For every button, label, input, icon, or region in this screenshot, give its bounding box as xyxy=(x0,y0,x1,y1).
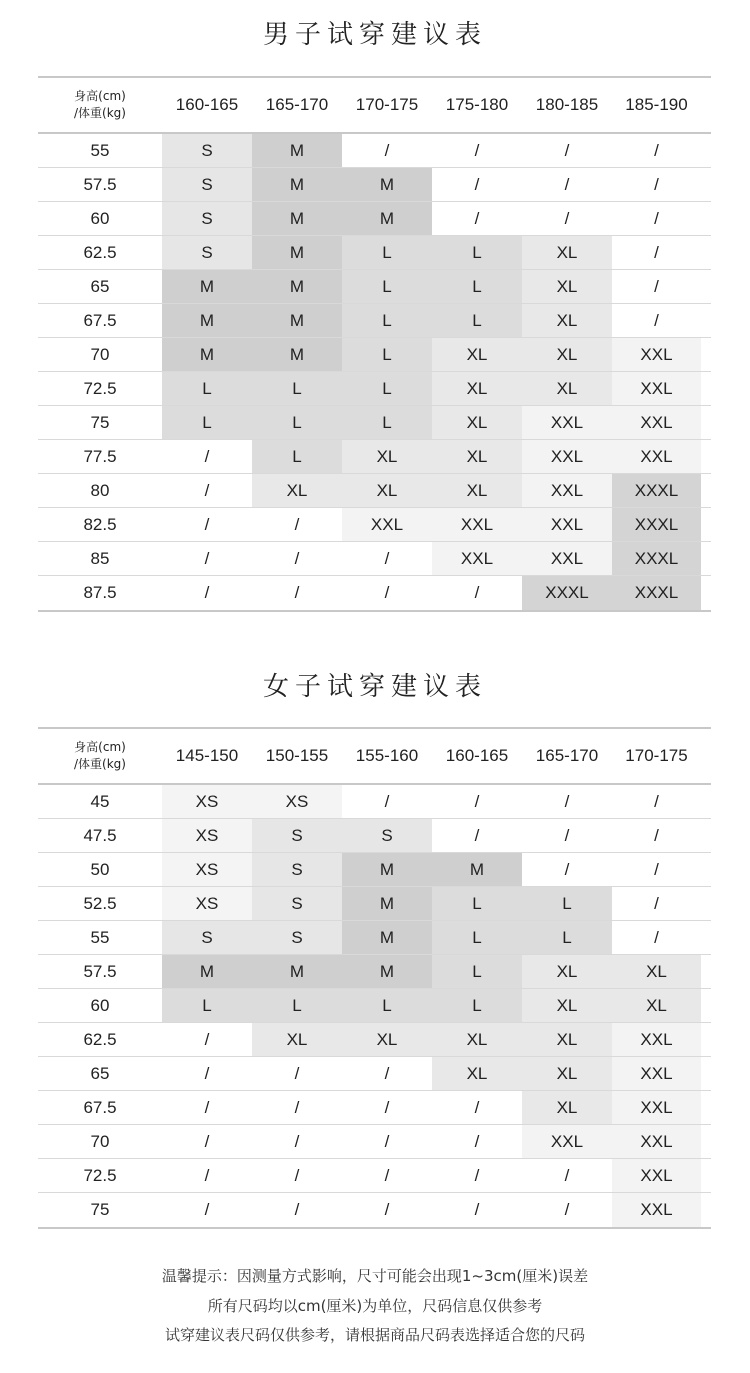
size-cell: XS xyxy=(162,853,252,886)
size-cell: / xyxy=(252,542,342,575)
size-cell: M xyxy=(342,853,432,886)
table-row xyxy=(38,1159,711,1193)
size-cell: / xyxy=(252,508,342,541)
size-cell: / xyxy=(432,1193,522,1227)
size-cell: M xyxy=(342,202,432,235)
corner-height-label: 身高(cm) xyxy=(74,740,126,754)
size-cell: M xyxy=(342,955,432,988)
size-cell: M xyxy=(252,202,342,235)
size-cell: / xyxy=(522,853,612,886)
size-cell: XXL xyxy=(522,542,612,575)
table-row xyxy=(38,1193,711,1227)
size-cell: XXXL xyxy=(612,508,701,541)
height-header: 175-180 xyxy=(445,95,509,114)
table-row xyxy=(38,372,711,406)
weight-cell: 65 xyxy=(90,276,110,296)
weight-cell: 77.5 xyxy=(83,446,117,466)
weight-cell: 45 xyxy=(90,791,110,811)
size-cell: XL xyxy=(432,406,522,439)
table-row xyxy=(38,304,711,338)
size-cell: M xyxy=(162,955,252,988)
size-cell: / xyxy=(432,1091,522,1124)
height-header: 165-170 xyxy=(265,95,329,114)
corner-weight-label: /体重(kg) xyxy=(74,757,126,771)
size-cell: L xyxy=(342,304,432,337)
size-cell: XXXL xyxy=(612,474,701,507)
size-cell: XL xyxy=(432,338,522,371)
size-cell: XXL xyxy=(342,508,432,541)
size-cell: M xyxy=(252,304,342,337)
height-header: 150-155 xyxy=(265,746,329,765)
weight-cell: 72.5 xyxy=(83,378,117,398)
table-row xyxy=(38,819,711,853)
size-cell: / xyxy=(612,202,701,235)
height-header: 160-165 xyxy=(175,95,239,114)
size-cell: / xyxy=(432,202,522,235)
weight-cell: 80 xyxy=(90,480,110,500)
size-cell: M xyxy=(252,134,342,167)
size-cell: S xyxy=(252,819,342,852)
weight-cell: 75 xyxy=(90,412,110,432)
size-cell: XS xyxy=(162,887,252,920)
size-cell: M xyxy=(252,955,342,988)
size-cell: / xyxy=(342,1057,432,1090)
note-line: 所有尺码均以cm(厘米)为单位，尺码信息仅供参考 xyxy=(207,1296,543,1315)
size-cell: / xyxy=(342,1125,432,1158)
women-size-table xyxy=(38,727,711,1229)
size-cell: / xyxy=(252,1193,342,1227)
corner-label xyxy=(38,729,162,783)
table-row xyxy=(38,785,711,819)
size-cell: XXXL xyxy=(612,542,701,575)
weight-cell: 62.5 xyxy=(83,1029,117,1049)
size-cell: XXL xyxy=(612,406,701,439)
table-row xyxy=(38,1125,711,1159)
table-row xyxy=(38,1057,711,1091)
size-cell: / xyxy=(162,1023,252,1056)
note-line: 试穿建议表尺码仅供参考，请根据商品尺码表选择适合您的尺码 xyxy=(164,1326,585,1344)
size-cell: / xyxy=(162,542,252,575)
weight-cell: 72.5 xyxy=(83,1165,117,1185)
corner-weight-label: /体重(kg) xyxy=(74,106,126,120)
weight-cell: 70 xyxy=(90,344,110,364)
table-row xyxy=(38,270,711,304)
size-cell: XXL xyxy=(612,1023,701,1056)
size-cell: / xyxy=(432,168,522,201)
size-cell: / xyxy=(342,134,432,167)
size-cell: / xyxy=(612,304,701,337)
height-header: 170-175 xyxy=(355,95,419,114)
weight-cell: 70 xyxy=(90,1131,110,1151)
size-cell: / xyxy=(252,1057,342,1090)
size-cell: S xyxy=(252,853,342,886)
size-cell: XL xyxy=(252,474,342,507)
size-cell: XXXL xyxy=(522,576,612,610)
size-cell: L xyxy=(432,921,522,954)
size-cell: S xyxy=(252,887,342,920)
size-cell: M xyxy=(252,236,342,269)
weight-cell: 55 xyxy=(90,927,110,947)
size-cell: / xyxy=(342,1091,432,1124)
size-cell: / xyxy=(612,887,701,920)
size-cell: / xyxy=(252,1159,342,1192)
size-cell: / xyxy=(612,819,701,852)
table-row xyxy=(38,168,711,202)
table-row xyxy=(38,887,711,921)
weight-cell: 47.5 xyxy=(83,825,117,845)
size-cell: / xyxy=(432,819,522,852)
size-cell: / xyxy=(162,1159,252,1192)
size-cell: / xyxy=(162,474,252,507)
size-cell: L xyxy=(252,406,342,439)
size-cell: XL xyxy=(612,989,701,1022)
table-row xyxy=(38,440,711,474)
height-header: 155-160 xyxy=(355,746,419,765)
size-cell: XL xyxy=(432,440,522,473)
table-row xyxy=(38,1091,711,1125)
men-size-table xyxy=(38,76,711,612)
size-cell: XL xyxy=(432,1057,522,1090)
size-cell: / xyxy=(612,270,701,303)
size-cell: XXL xyxy=(522,474,612,507)
size-cell: / xyxy=(522,168,612,201)
size-cell: / xyxy=(522,785,612,818)
size-cell: L xyxy=(342,989,432,1022)
height-header: 145-150 xyxy=(175,746,239,765)
table-row xyxy=(38,955,711,989)
size-cell: / xyxy=(162,576,252,610)
size-cell: L xyxy=(432,270,522,303)
size-cell: L xyxy=(342,338,432,371)
height-header: 165-170 xyxy=(535,746,599,765)
size-cell: M xyxy=(432,853,522,886)
size-cell: S xyxy=(162,202,252,235)
table-row xyxy=(38,406,711,440)
weight-cell: 60 xyxy=(90,208,110,228)
weight-cell: 55 xyxy=(90,140,110,160)
size-cell: XL xyxy=(522,1023,612,1056)
size-cell: / xyxy=(522,819,612,852)
size-cell: S xyxy=(252,921,342,954)
size-cell: / xyxy=(252,1091,342,1124)
size-cell: XXL xyxy=(612,1159,701,1192)
size-cell: XL xyxy=(522,338,612,371)
weight-cell: 67.5 xyxy=(83,310,117,330)
size-cell: XL xyxy=(342,474,432,507)
table-row xyxy=(38,542,711,576)
size-cell: XL xyxy=(522,1091,612,1124)
size-cell: / xyxy=(522,134,612,167)
size-cell: XXL xyxy=(612,1125,701,1158)
size-cell: M xyxy=(162,270,252,303)
weight-cell: 50 xyxy=(90,859,110,879)
size-cell: M xyxy=(342,168,432,201)
size-cell: / xyxy=(252,1125,342,1158)
men-table-title: 男子试穿建议表 xyxy=(262,20,487,50)
women-table-title: 女子试穿建议表 xyxy=(262,672,487,702)
size-cell: / xyxy=(612,853,701,886)
size-cell: XL xyxy=(522,955,612,988)
size-cell: XXL xyxy=(612,1193,701,1227)
size-cell: XL xyxy=(612,955,701,988)
size-cell: / xyxy=(612,168,701,201)
size-cell: L xyxy=(432,236,522,269)
size-cell: XXL xyxy=(612,440,701,473)
size-cell: / xyxy=(612,236,701,269)
size-cell: / xyxy=(522,202,612,235)
weight-cell: 85 xyxy=(90,548,110,568)
size-cell: / xyxy=(342,785,432,818)
size-cell: M xyxy=(252,270,342,303)
size-cell: S xyxy=(162,168,252,201)
weight-cell: 75 xyxy=(90,1200,110,1219)
size-cell: XXL xyxy=(522,508,612,541)
size-cell: / xyxy=(342,1193,432,1227)
table-row xyxy=(38,474,711,508)
size-cell: XXL xyxy=(612,372,701,405)
size-cell: XXL xyxy=(612,338,701,371)
size-cell: L xyxy=(342,406,432,439)
size-cell: M xyxy=(252,168,342,201)
height-header: 170-175 xyxy=(625,746,688,765)
size-cell: XL xyxy=(522,270,612,303)
height-header: 160-165 xyxy=(445,746,509,765)
size-cell: XS xyxy=(162,819,252,852)
corner-label xyxy=(38,78,162,132)
note-line: 温馨提示：因测量方式影响，尺寸可能会出现1~3cm(厘米)误差 xyxy=(161,1267,589,1285)
height-header: 185-190 xyxy=(625,95,688,114)
size-cell: L xyxy=(162,372,252,405)
size-cell: L xyxy=(432,304,522,337)
size-cell: XXL xyxy=(522,406,612,439)
weight-cell: 82.5 xyxy=(83,514,117,534)
size-cell: XXL xyxy=(612,1091,701,1124)
size-cell: S xyxy=(342,819,432,852)
notes xyxy=(0,1262,750,1351)
size-cell: L xyxy=(162,406,252,439)
size-cell: L xyxy=(342,372,432,405)
corner-height-label: 身高(cm) xyxy=(74,89,126,103)
size-cell: / xyxy=(432,1125,522,1158)
size-cell: S xyxy=(162,236,252,269)
size-cell: XXL xyxy=(432,542,522,575)
size-cell: L xyxy=(522,887,612,920)
size-cell: L xyxy=(162,989,252,1022)
size-cell: L xyxy=(342,270,432,303)
size-cell: / xyxy=(612,921,701,954)
size-cell: / xyxy=(162,508,252,541)
table-row xyxy=(38,1023,711,1057)
size-cell: XXL xyxy=(522,440,612,473)
table-row xyxy=(38,921,711,955)
size-cell: M xyxy=(162,338,252,371)
table-row xyxy=(38,989,711,1023)
size-cell: / xyxy=(162,1057,252,1090)
size-cell: M xyxy=(162,304,252,337)
weight-cell: 60 xyxy=(90,995,110,1015)
size-cell: XL xyxy=(252,1023,342,1056)
table-row xyxy=(38,236,711,270)
size-cell: XXL xyxy=(522,1125,612,1158)
size-cell: / xyxy=(432,576,522,610)
size-cell: L xyxy=(432,955,522,988)
size-cell: XL xyxy=(522,372,612,405)
weight-cell: 65 xyxy=(90,1063,110,1083)
size-cell: XXXL xyxy=(612,576,701,610)
size-cell: M xyxy=(342,921,432,954)
size-cell: / xyxy=(342,576,432,610)
size-cell: / xyxy=(162,440,252,473)
size-cell: XS xyxy=(162,785,252,818)
size-cell: / xyxy=(522,1159,612,1192)
size-cell: L xyxy=(252,372,342,405)
size-cell: XL xyxy=(522,989,612,1022)
size-cell: XL xyxy=(342,440,432,473)
size-cell: XXL xyxy=(432,508,522,541)
size-cell: L xyxy=(252,989,342,1022)
size-cell: XS xyxy=(252,785,342,818)
table-row xyxy=(38,508,711,542)
size-cell: XL xyxy=(432,372,522,405)
size-cell: / xyxy=(432,134,522,167)
size-cell: / xyxy=(612,785,701,818)
size-cell: M xyxy=(252,338,342,371)
size-cell: / xyxy=(162,1193,252,1227)
size-cell: S xyxy=(162,921,252,954)
size-cell: XL xyxy=(522,1057,612,1090)
size-cell: L xyxy=(522,921,612,954)
table-row xyxy=(38,576,711,610)
size-cell: XL xyxy=(342,1023,432,1056)
size-cell: / xyxy=(162,1125,252,1158)
size-cell: / xyxy=(432,1159,522,1192)
weight-cell: 87.5 xyxy=(83,583,117,602)
weight-cell: 62.5 xyxy=(83,242,117,262)
header-row xyxy=(38,78,711,134)
height-header: 180-185 xyxy=(535,95,599,114)
size-cell: / xyxy=(252,576,342,610)
size-cell: XXL xyxy=(612,1057,701,1090)
size-cell: XL xyxy=(432,474,522,507)
table-row xyxy=(38,134,711,168)
header-row xyxy=(38,729,711,785)
size-cell: / xyxy=(612,134,701,167)
weight-cell: 57.5 xyxy=(83,961,117,981)
size-cell: / xyxy=(432,785,522,818)
size-cell: S xyxy=(162,134,252,167)
size-cell: L xyxy=(342,236,432,269)
size-cell: / xyxy=(162,1091,252,1124)
weight-cell: 57.5 xyxy=(83,174,117,194)
size-cell: XL xyxy=(522,304,612,337)
size-cell: XL xyxy=(432,1023,522,1056)
size-cell: M xyxy=(342,887,432,920)
table-row xyxy=(38,338,711,372)
size-cell: L xyxy=(252,440,342,473)
weight-cell: 67.5 xyxy=(83,1097,117,1117)
table-row xyxy=(38,853,711,887)
size-cell: / xyxy=(522,1193,612,1227)
size-cell: / xyxy=(342,1159,432,1192)
size-cell: L xyxy=(432,887,522,920)
size-cell: XL xyxy=(522,236,612,269)
table-row xyxy=(38,202,711,236)
size-cell: / xyxy=(342,542,432,575)
size-cell: L xyxy=(432,989,522,1022)
weight-cell: 52.5 xyxy=(83,893,117,913)
